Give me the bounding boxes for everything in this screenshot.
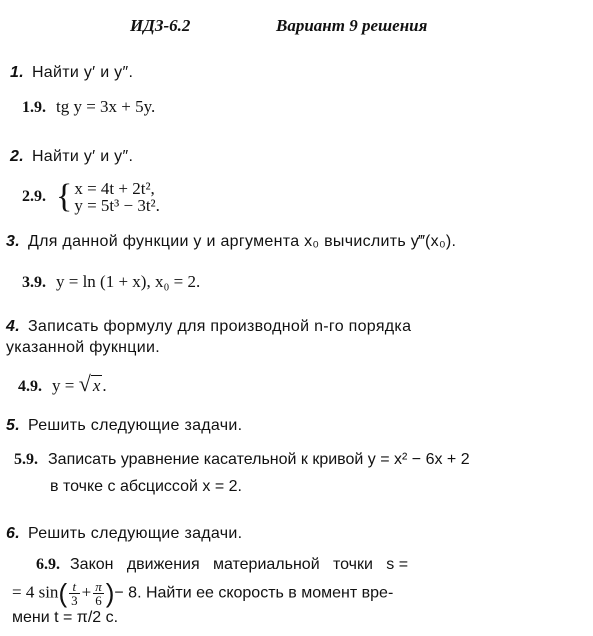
task-2-number: 2.	[10, 148, 24, 165]
task-6	[6, 525, 242, 543]
system-lines	[74, 180, 160, 214]
plus-sign: +	[81, 582, 92, 602]
task-1-text: Найти y′ и y″.	[31, 64, 134, 81]
fraction-1-denominator: 3	[71, 593, 78, 608]
system-line-1: x = 4t + 2t²,	[74, 179, 155, 198]
assignment-code: ИДЗ-6.2	[130, 16, 191, 35]
system-line-2: y = 5t³ − 3t².	[74, 196, 160, 215]
fraction-2-denominator: 6	[95, 593, 102, 608]
problem-5-9-line2: в точке с абсциссой x = 2.	[50, 478, 242, 495]
problem-4-9-tail: .	[102, 376, 107, 395]
variant-title: Вариант 9 решения	[276, 16, 428, 35]
right-paren: )	[105, 578, 115, 608]
sqrt-expression	[79, 371, 103, 397]
task-1	[10, 64, 133, 82]
left-paren: (	[58, 578, 68, 608]
problem-1-9-expr: tg y = 3x + 5y.	[56, 97, 156, 116]
problem-1-9	[22, 97, 155, 117]
problem-3-9-number: 3.9.	[22, 274, 46, 291]
task-5-text: Решить следующие задачи.	[27, 417, 243, 434]
task-4-line2: указанной фукнции.	[6, 339, 160, 356]
problem-4-9-lhs: y =	[52, 376, 75, 395]
problem-6-9-line3: мени t = π/2 с.	[12, 609, 119, 626]
problem-6-9-number: 6.9.	[36, 556, 60, 573]
radical-sign: √	[78, 371, 91, 396]
task-2-text: Найти y′ и y″.	[31, 148, 134, 165]
line2-prefix: = 4 sin	[12, 582, 59, 602]
fraction-pi-over-6	[93, 580, 104, 607]
problem-5-9	[14, 451, 470, 469]
system-brace: {	[56, 178, 73, 215]
problem-6-9-line1: Закон движения материальной точки s =	[70, 556, 409, 573]
line2-suffix: − 8. Найти ее скорость в момент вре-	[114, 584, 394, 602]
problem-5-9-line1: Записать уравнение касательной к кривой y = x² − 6x + 2	[48, 451, 470, 468]
task-5-number: 5.	[6, 417, 20, 434]
radicand: x	[92, 376, 101, 395]
fraction-1-numerator: t	[69, 580, 80, 594]
fraction-2-numerator: π	[95, 579, 102, 594]
problem-1-9-number: 1.9.	[22, 99, 46, 116]
fraction-t-over-3	[69, 580, 80, 607]
problem-4-9	[18, 371, 107, 397]
problem-2-9-number: 2.9.	[22, 188, 46, 205]
task-2	[10, 148, 133, 166]
task-4-text-line1: Записать формулу для производной n-го порядка	[27, 318, 412, 335]
problem-6-9	[36, 556, 408, 574]
task-1-number: 1.	[10, 64, 24, 81]
problem-2-9	[22, 180, 160, 214]
task-4	[6, 318, 411, 336]
task-6-number: 6.	[6, 525, 20, 542]
problem-3-9	[22, 272, 200, 292]
task-4-number: 4.	[6, 318, 20, 335]
problem-6-9-line2	[12, 578, 393, 609]
task-3-text: Для данной функции y и аргумента x₀ вычислить y‴(x₀).	[27, 233, 457, 250]
problem-3-9-expr: y = ln (1 + x), x₀ = 2.	[56, 272, 201, 291]
problem-5-9-number: 5.9.	[14, 451, 38, 468]
task-3	[6, 233, 456, 251]
task-5	[6, 417, 242, 435]
task-3-number: 3.	[6, 233, 20, 250]
problem-4-9-number: 4.9.	[18, 378, 42, 395]
task-6-text: Решить следующие задачи.	[27, 525, 243, 542]
